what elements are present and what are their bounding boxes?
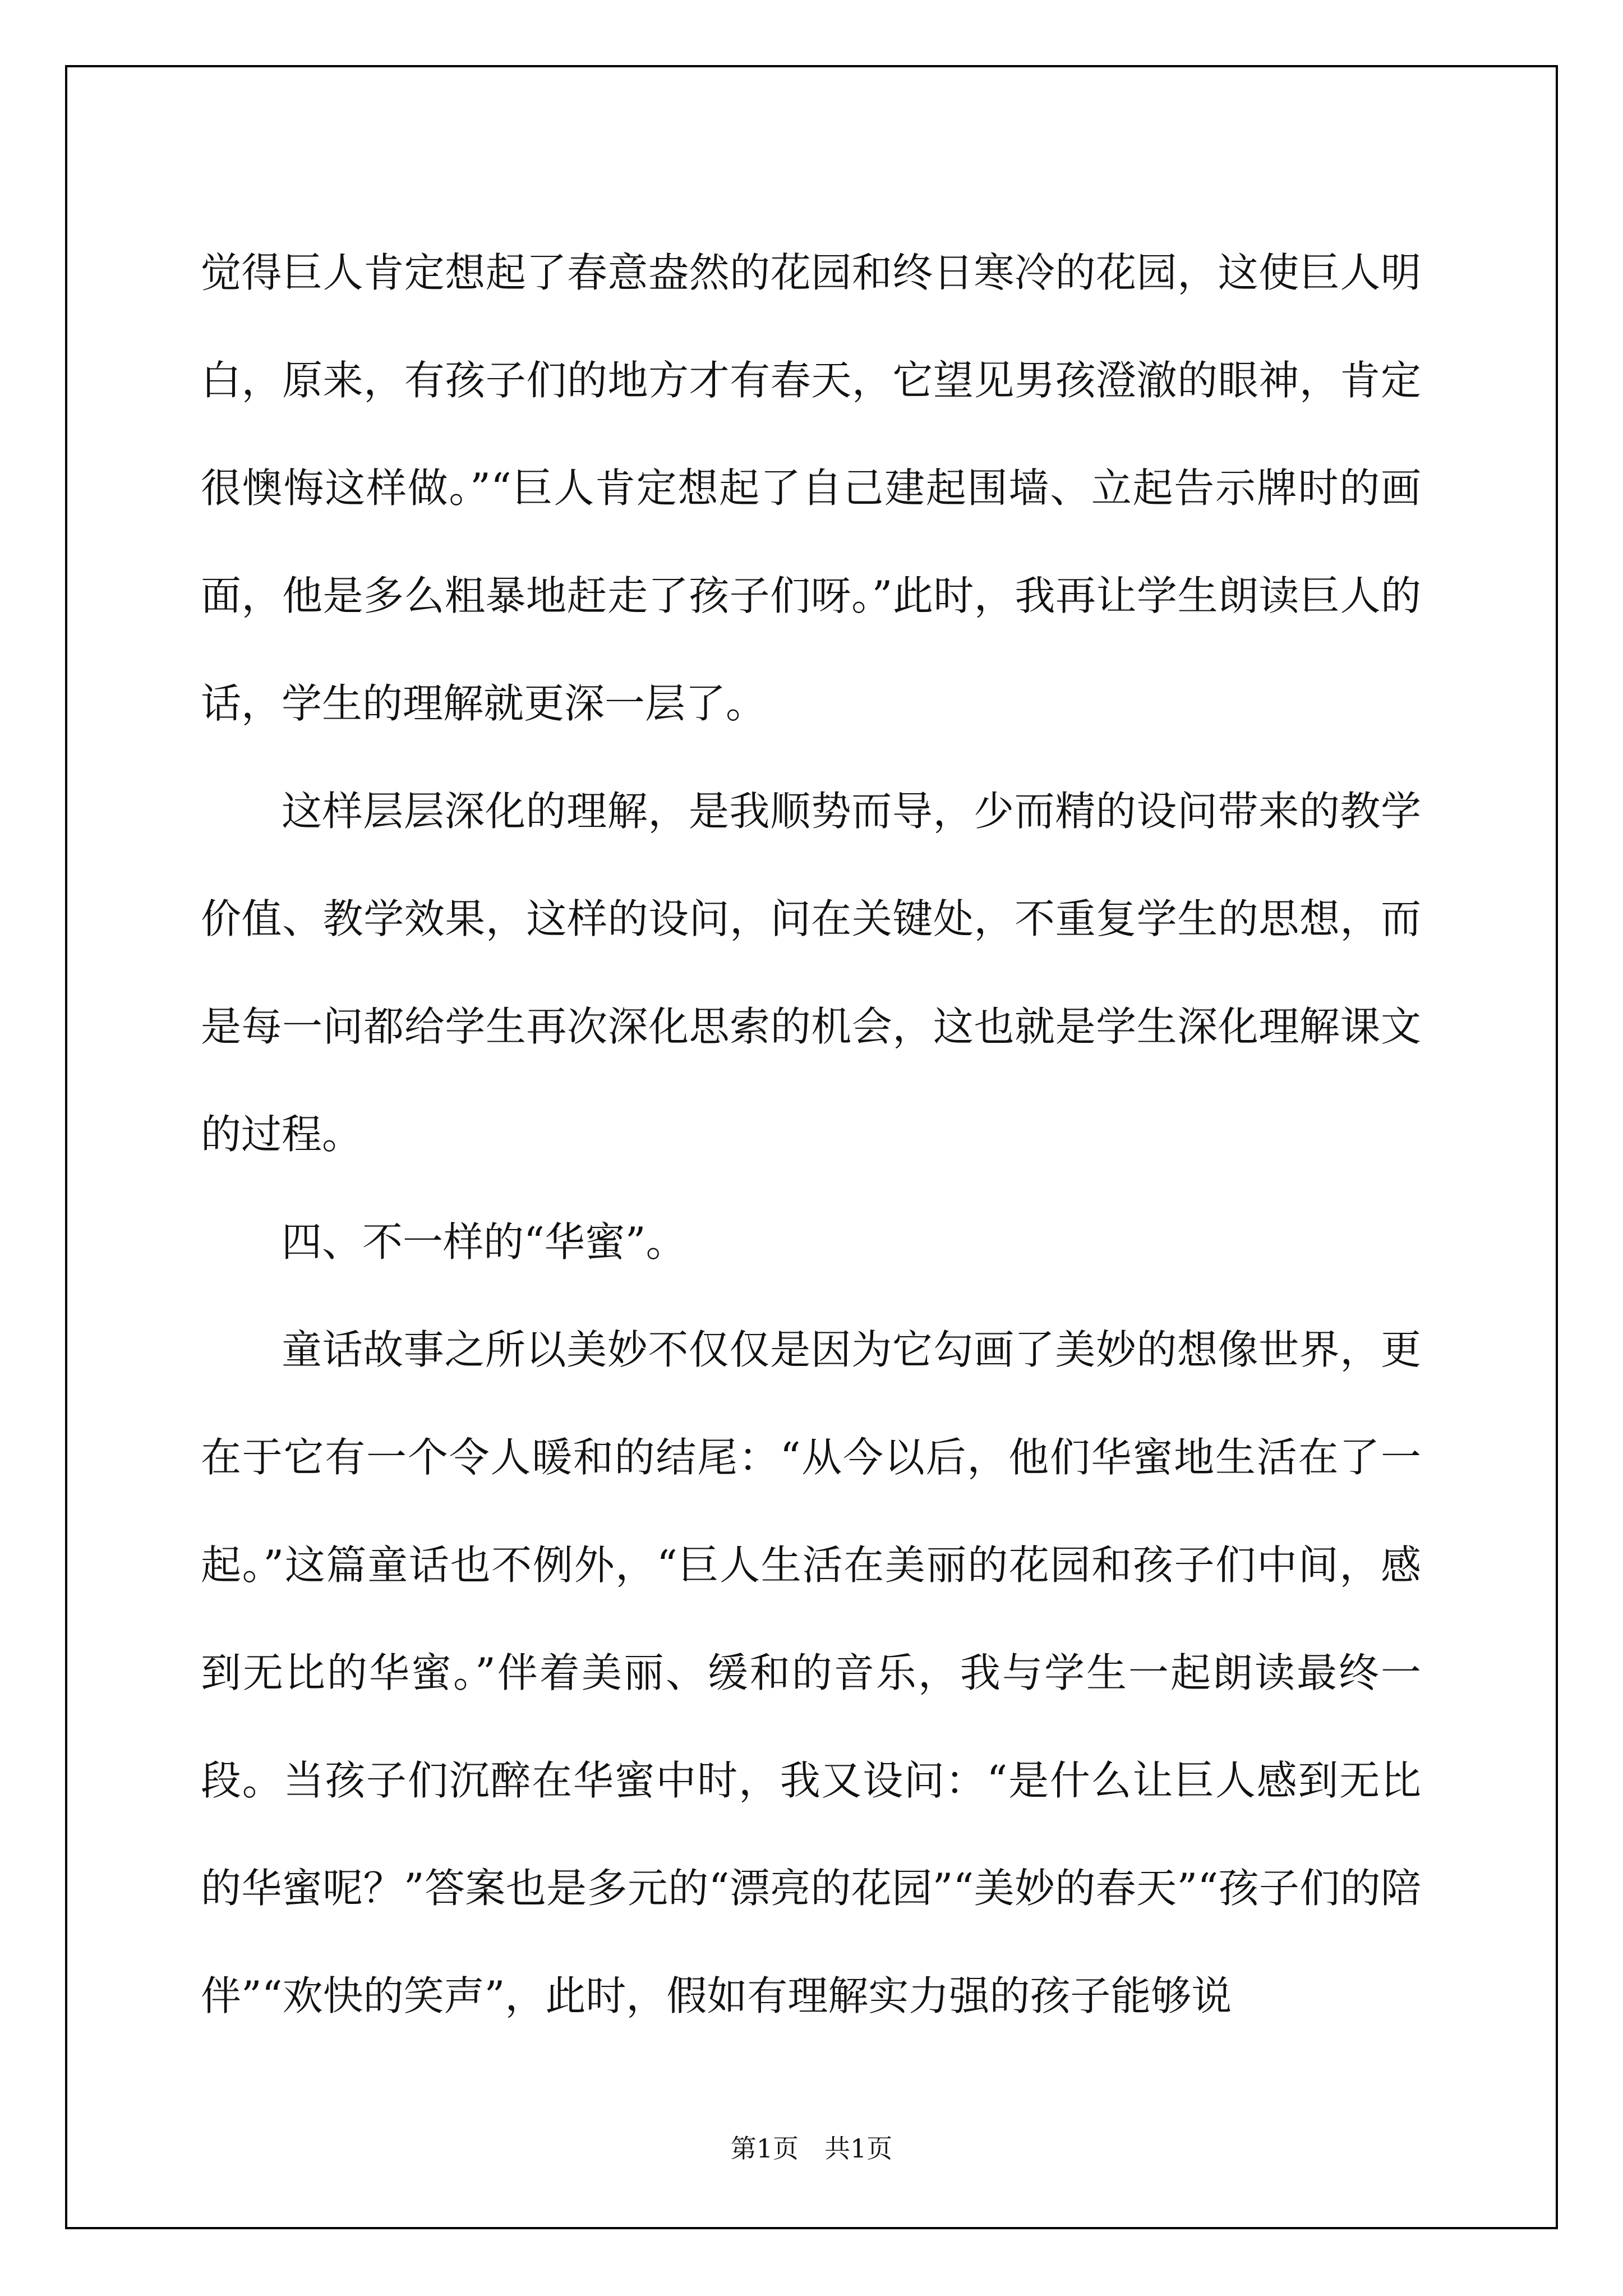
page-total: 共1页 — [824, 2133, 893, 2164]
document-body — [201, 219, 1421, 2050]
paragraph-1: 觉得巨人肯定想起了春意盎然的花园和终日寒冷的花园，这使巨人明白，原来，有孩子们的地方才有春天，它望见男孩澄澈的眼神，肯定很懊悔这样做。”“巨人肯定想起了自己建起围墙、立起告示牌时的画面，他是多么粗暴地赶走了孩子们呀。”此时，我再让学生朗读巨人的话，学生的理解就更深一层了。 — [201, 249, 1421, 727]
paragraph-3: 童话故事之所以美妙不仅仅是因为它勾画了美妙的想像世界，更在于它有一个令人暖和的结尾：“从今以后，他们华蜜地生活在了一起。”这篇童话也不例外，“巨人生活在美丽的花园和孩子们中间，感到无比的华蜜。”伴着美丽、缓和的音乐，我与学生一起朗读最终一段。当孩子们沉醉在华蜜中时，我又设问：“是什么让巨人感到无比的华蜜呢？”答案也是多元的“漂亮的花园”“美妙的春天”“孩子们的陪伴”“欢快的笑声”，此时，假如有理解实力强的孩子能够说 — [201, 1326, 1421, 2019]
page-footer — [0, 2132, 1623, 2165]
section-heading: 四、不一样的“华蜜”。 — [282, 1218, 686, 1266]
paragraph-2: 这样层层深化的理解，是我顺势而导，少而精的设问带来的教学价值、教学效果，这样的设问，问在关键处，不重复学生的思想，而是每一问都给学生再次深化思索的机会，这也就是学生深化理解课文的过程。 — [201, 788, 1421, 1158]
page-number: 第1页 — [730, 2133, 799, 2164]
